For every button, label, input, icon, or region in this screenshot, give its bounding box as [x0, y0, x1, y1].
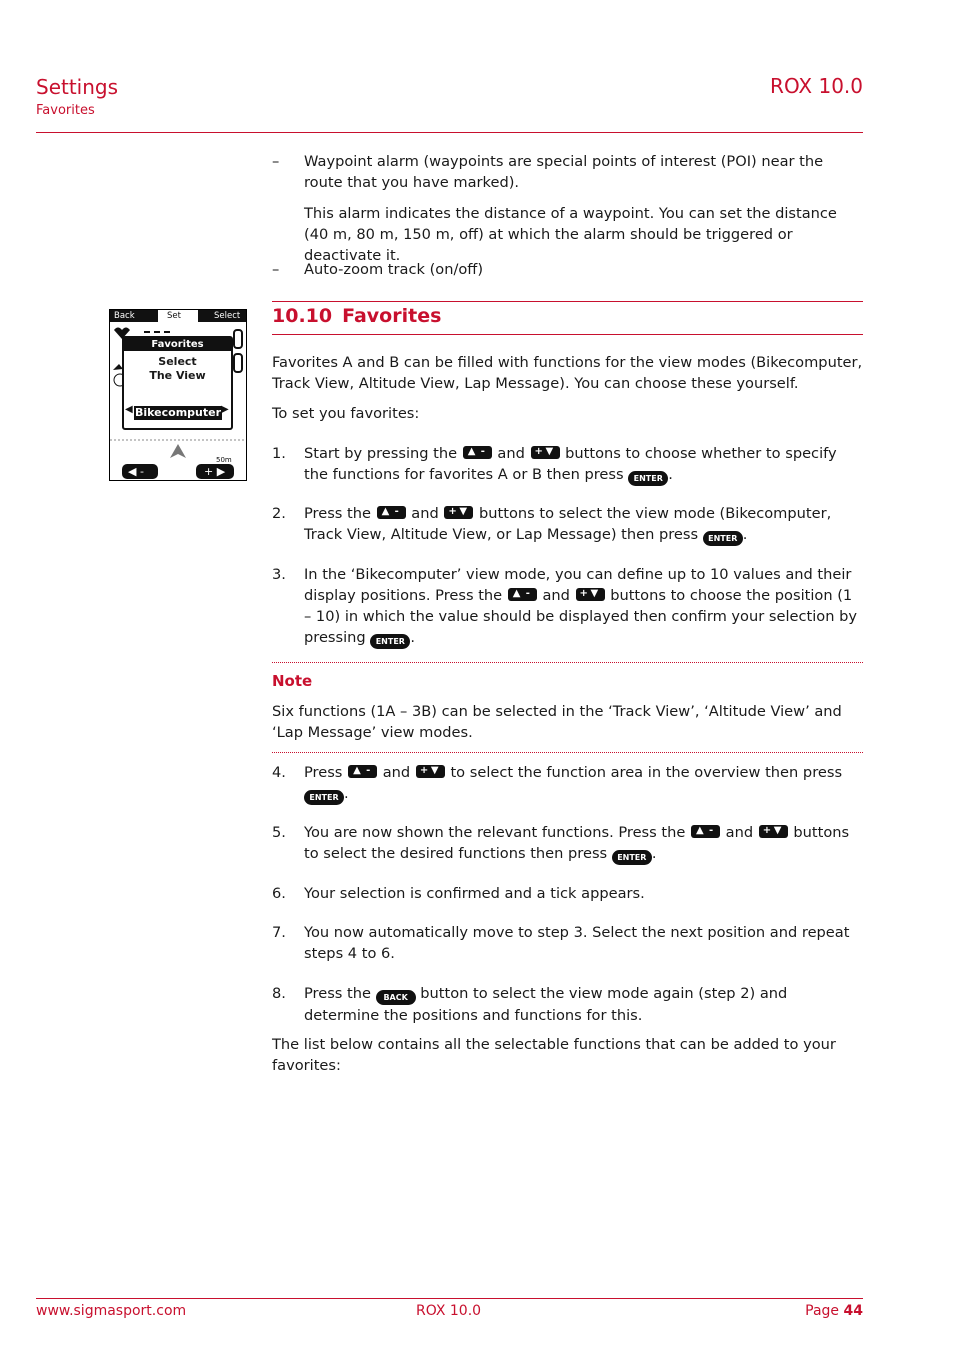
note-title: Note [272, 672, 313, 690]
up-minus-button-icon: ▲ - [348, 765, 377, 778]
step-4: 4. Press ▲ - and + ▼ to select the function area in the overview then press ENTER . [272, 762, 863, 805]
step-5: 5. You are now shown the relevant functions. Press the ▲ - and + ▼ buttons to select the desired functions then press ENTER . [272, 822, 863, 865]
section-title: Favorites [342, 305, 442, 327]
intro-item-waypoint [272, 151, 863, 266]
step-6: 6. Your selection is confirmed and a tick appears. [272, 885, 645, 902]
footer-page-number: 44 [843, 1303, 863, 1319]
header-product: ROX 10.0 [770, 74, 863, 98]
device-minus-button: ◀ - [122, 464, 158, 479]
dash-marker: – [272, 153, 280, 170]
intro-item-text: Auto-zoom track (on/off) [304, 261, 484, 278]
dialog-line-view: The View [149, 369, 206, 382]
plus-down-button-icon: + ▼ [576, 588, 605, 601]
step-1: 1. Start by pressing the ▲ - and + ▼ buttons to choose whether to specify the functions for favorites A or B then press ENTER . [272, 443, 863, 486]
header-section-title: Settings [36, 75, 119, 99]
header-subsection: Favorites [36, 103, 95, 118]
step-number: 6. [272, 885, 286, 902]
step-number: 7. [272, 924, 286, 941]
enter-button-icon: ENTER [612, 850, 652, 865]
up-minus-button-icon: ▲ - [691, 825, 720, 838]
device-set-label: Set [167, 311, 181, 321]
header-divider [36, 132, 863, 133]
note-text: Six functions (1A – 3B) can be selected in the ‘Track View’, ‘Altitude View’ and ‘Lap Message’ view modes. [272, 703, 842, 741]
enter-button-icon: ENTER [703, 531, 743, 546]
plus-down-button-icon: + ▼ [531, 446, 560, 459]
chevron-left-icon: ◀ [125, 404, 133, 415]
step-number: 5. [272, 824, 286, 841]
dialog-selection: Bikecomputer [134, 406, 222, 419]
footer-url: www.sigmasport.com [36, 1303, 187, 1319]
footer-product: ROX 10.0 [416, 1303, 482, 1319]
closing-paragraph: The list below contains all the selectable functions that can be added to your favorites: [272, 1036, 836, 1074]
step-8: 8. Press the BACK button to select the view mode again (step 2) and determine the positions and functions for this. [272, 985, 788, 1024]
section-rule-bottom [272, 334, 863, 335]
section-heading [272, 305, 441, 327]
note-divider-bottom [272, 752, 863, 753]
intro-item-text: Waypoint alarm (waypoints are special points of interest (POI) near the route that you have marked). [304, 153, 824, 191]
favorites-dialog [122, 336, 233, 430]
intro-item-extra: This alarm indicates the distance of a waypoint. You can set the distance (40 m, 80 m, 150 m, off) at which the alarm should be triggered or deactivate it. [304, 205, 837, 264]
section-paragraph-intro: To set you favorites: [272, 405, 420, 422]
plus-down-button-icon: + ▼ [759, 825, 788, 838]
step-number: 8. [272, 985, 286, 1002]
back-button-icon: BACK [376, 990, 416, 1005]
step-2: 2. Press the ▲ - and + ▼ buttons to select the view mode (Bikecomputer, Track View, Altitude View, or Lap Message) then press ENTER . [272, 503, 863, 546]
note-divider-top [272, 662, 863, 663]
device-plus-button: + ▶ [196, 464, 234, 479]
enter-button-icon: ENTER [304, 790, 344, 805]
section-paragraph: Favorites A and B can be filled with functions for the view modes (Bikecomputer, Track View, Altitude View, Lap Message). You can choose these yourself. [272, 354, 863, 392]
device-back-label: Back [114, 311, 135, 321]
step-number: 3. [272, 566, 286, 583]
device-scale-label: 50m [216, 456, 232, 464]
footer-page [805, 1303, 863, 1319]
device-select-label: Select [214, 311, 241, 321]
step-number: 4. [272, 764, 286, 781]
intro-item-autozoom [272, 259, 863, 280]
footer-page-label: Page [805, 1303, 840, 1319]
device-top-bar [110, 310, 246, 322]
plus-down-button-icon: + ▼ [416, 765, 445, 778]
step-7: 7. You now automatically move to step 3. Select the next position and repeat steps 4 to 6. [272, 924, 850, 962]
up-minus-button-icon: ▲ - [463, 446, 492, 459]
dialog-title: Favorites [124, 338, 231, 351]
plus-down-button-icon: + ▼ [444, 506, 473, 519]
section-number: 10.10 [272, 305, 333, 327]
up-minus-button-icon: ▲ - [377, 506, 406, 519]
footer-divider [36, 1298, 863, 1299]
enter-button-icon: ENTER [370, 634, 410, 649]
enter-button-icon: ENTER [628, 471, 668, 486]
step-3: 3. In the ‘Bikecomputer’ view mode, you can define up to 10 values and their display positions. Press the ▲ - and + ▼ buttons to choose the position (1 – 10) in which the value should be displayed then confirm your selection by pressing ENTER . [272, 564, 863, 649]
section-rule-top [272, 301, 863, 302]
chevron-right-icon: ▶ [221, 404, 229, 415]
dash-marker: – [272, 261, 280, 278]
up-minus-button-icon: ▲ - [508, 588, 537, 601]
device-screen-image [109, 309, 247, 481]
step-number: 2. [272, 505, 286, 522]
step-number: 1. [272, 445, 286, 462]
dialog-line-select: Select [158, 355, 197, 368]
